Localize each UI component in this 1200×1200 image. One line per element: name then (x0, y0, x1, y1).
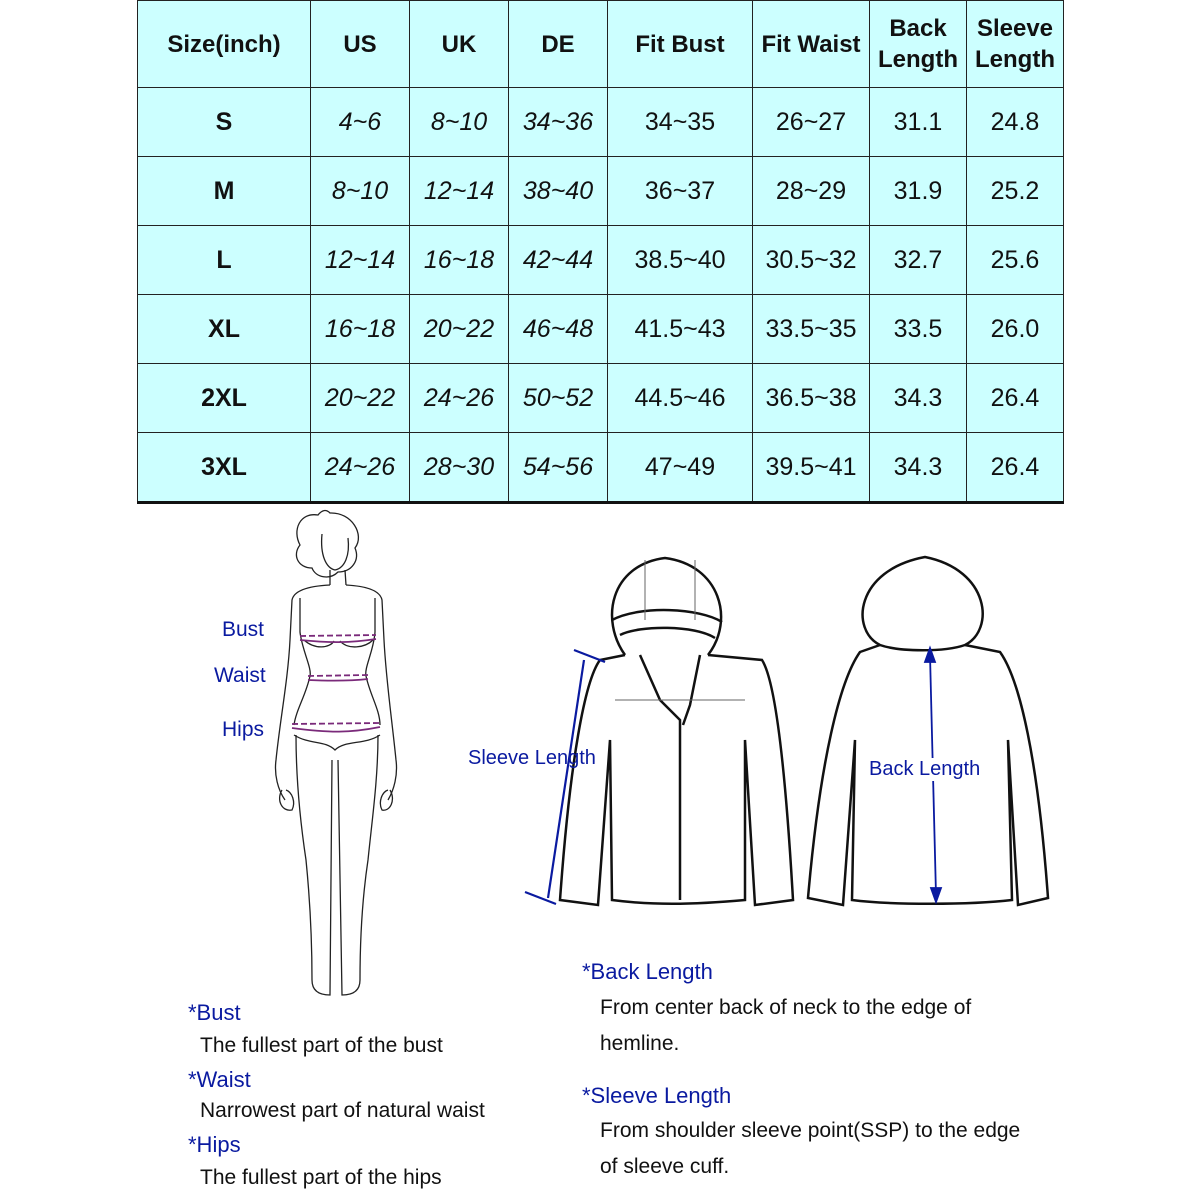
cell-sleeve-length: 26.4 (967, 433, 1064, 503)
header-uk: UK (410, 1, 509, 88)
cell-back-length: 34.3 (870, 364, 967, 433)
definition-sleeve-length-title: *Sleeve Length (582, 1083, 732, 1108)
header-back-line2: Length (878, 46, 958, 73)
cell-uk: 24~26 (410, 364, 509, 433)
table-row (138, 226, 1064, 295)
cell-sleeve-length: 25.2 (967, 157, 1064, 226)
cell-uk: 20~22 (410, 295, 509, 364)
table-row (138, 364, 1064, 433)
size-chart-table (137, 0, 1064, 504)
cell-fit-bust: 38.5~40 (608, 226, 753, 295)
cell-us: 8~10 (311, 157, 410, 226)
cell-sleeve-length: 26.4 (967, 364, 1064, 433)
cell-uk: 8~10 (410, 88, 509, 157)
cell-fit-bust: 47~49 (608, 433, 753, 503)
body-label-hips: Hips (222, 718, 265, 741)
cell-fit-waist: 33.5~35 (753, 295, 870, 364)
cell-fit-waist: 28~29 (753, 157, 870, 226)
cell-de: 42~44 (509, 226, 608, 295)
definition-hips-title: *Hips (188, 1132, 241, 1157)
definition-hips-text: The fullest part of the hips (200, 1166, 442, 1189)
definition-back-length-line1: From center back of neck to the edge of (600, 996, 972, 1019)
cell-fit-bust: 34~35 (608, 88, 753, 157)
cell-size: 2XL (138, 364, 311, 433)
header-size: Size(inch) (138, 1, 311, 88)
cell-fit-bust: 41.5~43 (608, 295, 753, 364)
cell-back-length: 34.3 (870, 433, 967, 503)
cell-de: 38~40 (509, 157, 608, 226)
cell-us: 4~6 (311, 88, 410, 157)
header-sleeve-line2: Length (975, 46, 1055, 73)
back-length-label: Back Length (869, 758, 981, 780)
cell-uk: 16~18 (410, 226, 509, 295)
table-row (138, 295, 1064, 364)
cell-de: 46~48 (509, 295, 608, 364)
cell-sleeve-length: 24.8 (967, 88, 1064, 157)
definition-waist-title: *Waist (188, 1067, 251, 1092)
definition-waist-text: Narrowest part of natural waist (200, 1099, 485, 1122)
cell-fit-waist: 30.5~32 (753, 226, 870, 295)
header-fit-bust: Fit Bust (608, 1, 753, 88)
cell-us: 16~18 (311, 295, 410, 364)
header-us: US (311, 1, 410, 88)
cell-uk: 12~14 (410, 157, 509, 226)
jacket-front-figure (520, 550, 800, 920)
cell-fit-waist: 39.5~41 (753, 433, 870, 503)
body-label-bust: Bust (222, 618, 265, 641)
cell-size: M (138, 157, 311, 226)
cell-back-length: 32.7 (870, 226, 967, 295)
cell-uk: 28~30 (410, 433, 509, 503)
cell-de: 54~56 (509, 433, 608, 503)
header-back-length (870, 1, 967, 88)
cell-us: 20~22 (311, 364, 410, 433)
cell-de: 34~36 (509, 88, 608, 157)
definition-bust-text: The fullest part of the bust (200, 1034, 443, 1057)
cell-fit-waist: 26~27 (753, 88, 870, 157)
definition-sleeve-length-line1: From shoulder sleeve point(SSP) to the edge (600, 1119, 1021, 1142)
cell-size: L (138, 226, 311, 295)
cell-sleeve-length: 26.0 (967, 295, 1064, 364)
cell-size: XL (138, 295, 311, 364)
cell-fit-bust: 44.5~46 (608, 364, 753, 433)
cell-back-length: 31.9 (870, 157, 967, 226)
header-sleeve-length (967, 1, 1064, 88)
definition-back-length-title: *Back Length (582, 959, 713, 984)
definition-back-length-line2: hemline. (600, 1032, 680, 1055)
cell-size: S (138, 88, 311, 157)
jacket-back-figure (800, 550, 1060, 920)
table-row (138, 157, 1064, 226)
header-back-line1: Back (889, 15, 947, 42)
definition-bust-title: *Bust (188, 1000, 241, 1025)
header-sleeve-line1: Sleeve (976, 15, 1054, 42)
header-de: DE (509, 1, 608, 88)
cell-us: 24~26 (311, 433, 410, 503)
cell-size: 3XL (138, 433, 311, 503)
cell-back-length: 31.1 (870, 88, 967, 157)
cell-back-length: 33.5 (870, 295, 967, 364)
body-measurement-figure (260, 500, 400, 1000)
header-fit-waist: Fit Waist (753, 1, 870, 88)
definition-sleeve-length-line2: of sleeve cuff. (600, 1155, 730, 1178)
table-row (138, 88, 1064, 157)
cell-de: 50~52 (509, 364, 608, 433)
cell-fit-bust: 36~37 (608, 157, 753, 226)
cell-sleeve-length: 25.6 (967, 226, 1064, 295)
table-row (138, 433, 1064, 503)
cell-fit-waist: 36.5~38 (753, 364, 870, 433)
sleeve-length-label: Sleeve Length (468, 747, 596, 769)
cell-us: 12~14 (311, 226, 410, 295)
body-label-waist: Waist (214, 664, 266, 687)
table-header-row (138, 1, 1064, 88)
